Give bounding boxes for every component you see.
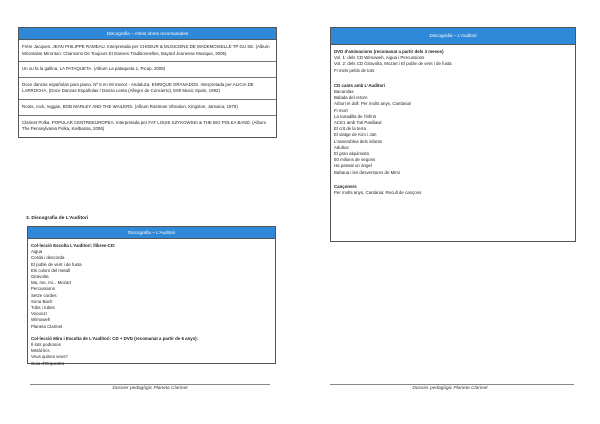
collection-escolta-list (31, 249, 272, 330)
discography-entry: Doce danzas españolas para piano. Nº 5 en Mi menor - Andaluza, ENRIQUE GRANADOS. Interpretada per ALICIA DE LARROCHA. (Doce Danzas Españolas / Danza Lenta (Allegro de Concierto), EMI Music Spain, 1992) (19, 78, 276, 100)
list-item: ACE1 amb Toti Pasiliawi (334, 120, 382, 126)
footer-rule (30, 384, 270, 385)
footer-text: Dossier pedagògic Planeta Clarinet (412, 386, 488, 391)
discography-entry: Frère Jacques. JEAN PHILIPPE RAMEAU. Interpretada per CHOEUR & MUSICIENS DE MADEMOISELLE TP GU SE. (Album Mirontaine Mironton: Chansons De Toujours Et Danses Traditionnelles, Bayard Jeunesse Musique, 2005) (19, 40, 276, 62)
list-item: Balada del retorn (334, 95, 368, 101)
auditori-table-continued (330, 27, 576, 242)
list-item: Aigua (31, 249, 43, 255)
section-heading: 3. Discografia de L'Auditori (26, 216, 89, 221)
list-item: El gran alquimista (334, 151, 369, 157)
list-item: Vol. 1: dels CD Wimoweh, Aigua i Percussions (334, 55, 425, 61)
list-item: Adultus (334, 144, 349, 150)
right-page (300, 0, 600, 424)
list-item: El crit de la terra (334, 126, 366, 132)
discography-entry: Roots, rock, reggae, BOB MARLEY AND THE WAILERS. (Album Rastman Vibration, Kingston, Jamaica, 1976) (19, 100, 276, 116)
list-item: Wimoweh (31, 317, 51, 323)
other-works-table (18, 27, 277, 138)
auditori-discography-header: Discografia – L'Auditori (28, 227, 275, 239)
list-item: Sona Bach (31, 298, 53, 304)
list-item: Metàl·lics (31, 348, 50, 354)
list-item: Fi mels petits de tots (334, 67, 375, 73)
discography-entry: Un ou fa la gallina, LA PATAQUETA. (Album La pataqueta 1, Picap, 2008) (19, 62, 276, 78)
auditori-table-body (331, 45, 575, 198)
list-item: El poble de vent i de fusta (31, 261, 82, 267)
list-item: Vol. 2: dels CD Giravolta, Mozart i El poble de vent i de fusta (334, 61, 452, 67)
dvd-title: DVD d'animacions (recomanat a partir dels 3 mesos) (334, 49, 444, 54)
list-item: Giravolta (31, 274, 49, 280)
cd-list (334, 89, 572, 176)
list-item: Guia d'Orquestra (31, 360, 65, 366)
songbooks-list (334, 190, 572, 196)
list-item: Veus quines veus? (31, 354, 68, 360)
list-item: Ha passat un àngel (334, 163, 372, 169)
list-item: Percussions (31, 286, 55, 292)
collection-escolta-title: Col·lecció Escolta L'Auditori: llibres-CD: (31, 243, 116, 248)
list-item: Setze cordes (31, 292, 57, 298)
list-item: Per molts anys, Cantània: Recull de cançons (334, 190, 422, 196)
auditori-discography-body (28, 239, 275, 369)
list-item: Bacarolas (334, 89, 354, 95)
list-item: Fi mort (334, 107, 348, 113)
list-item: La tonadilla de l'infinit (334, 113, 376, 119)
auditori-table-header: Discografia – L'Auditori (331, 28, 575, 45)
list-item: Arbori el doll: Per molts anys, Cantània! (334, 101, 412, 107)
list-item: Corda i descorda (31, 255, 65, 261)
collection-mira-title: Col·lecció Mira i Escolta de L'Auditori: CD + DVD (recomanat a partir de 6 anys): (31, 335, 199, 341)
dvd-list (334, 55, 572, 74)
list-item: El viatge de Kiro i Jan (334, 132, 377, 138)
discography-entry: Clarinet Polka. POPULAR CENTREEUROPEA. Interpretada per FAT LOUIE SZYKOWSKI & THE BIG POLKA BAND. (Album The Pennsylvania Polka, Kielbassa, 2006) (22, 119, 267, 132)
footer-text: Dossier pedagògic Planeta Clarinet (112, 386, 188, 391)
list-item: Planeta Clarinet (31, 323, 63, 329)
list-item: 50 milions de segons (334, 157, 376, 163)
other-works-rows (19, 40, 276, 137)
list-item: Els colors del metall (31, 267, 71, 273)
list-item: L'assemblea dels infants (334, 138, 382, 144)
list-item: Vooooz! (31, 311, 47, 317)
auditori-discography-table (27, 226, 276, 364)
list-item: Ma, me, mi... Mozart (31, 280, 72, 286)
list-item: Babaua i les desventures de Mimi (334, 169, 400, 175)
other-works-table-header: Discografia – Altres obres recomanades (19, 28, 276, 40)
cd-title: CD cants amb L'Auditori (334, 82, 386, 88)
songbooks-title: Cançoners (334, 183, 357, 189)
list-item: Il·lots podrosos (31, 342, 61, 348)
footer-rule (330, 384, 574, 385)
collection-mira-list (31, 342, 272, 367)
list-item: Tubs i tubes (31, 305, 55, 311)
